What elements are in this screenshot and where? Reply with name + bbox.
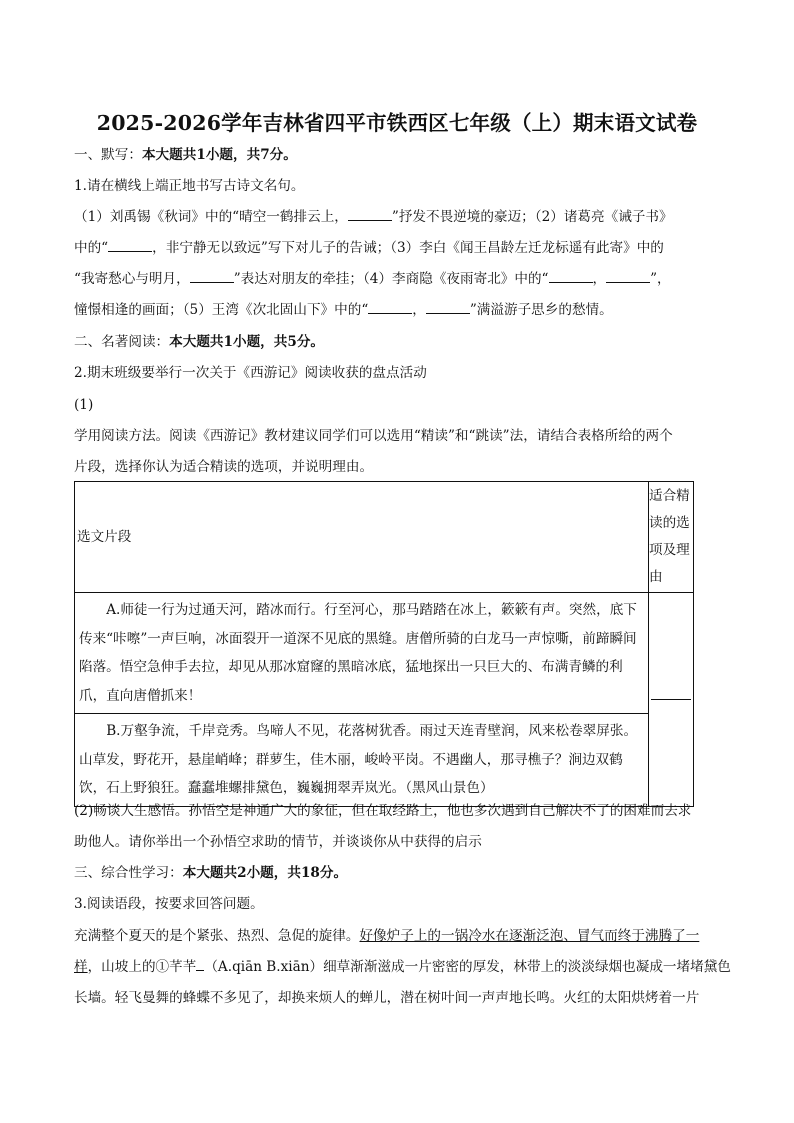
answer-blank[interactable] — [651, 699, 691, 700]
q1-line3: “我寄愁心与明月， ”表达对朋友的牵挂；（4）李商隐《夜雨寄北》中的“ ， ”， — [74, 271, 671, 287]
excerpt-b — [75, 714, 649, 807]
answer-blank[interactable] — [426, 301, 470, 314]
answer-blank[interactable] — [108, 239, 152, 252]
q1-line1: （1）刘禹锡《秋词》中的“晴空一鹤排云上， ”抒发不畏逆境的豪迈；（2）诸葛亮《诫子书》 — [74, 209, 673, 225]
section3-heading: 三、综合性学习：本大题共2小题，共18分。 — [74, 865, 348, 881]
section1-heading: 一、默写：本大题共1小题，共7分。 — [74, 147, 297, 163]
answer-cell[interactable] — [649, 593, 694, 807]
section2-heading: 二、名著阅读：本大题共1小题，共5分。 — [74, 334, 325, 350]
q3-para-line1: 充满整个夏天的是个紧张、热烈、急促的旋律。好像炉子上的一锅冷水在逐渐泛泡、冒气而终于沸腾了一 — [74, 928, 700, 944]
q3-para-line3: 长墙。轻飞曼舞的蜂蝶不多见了，却换来烦人的蝉儿，潜在树叶间一声声地长鸣。火红的太阳烘烤着一片 — [74, 990, 700, 1006]
excerpt-a — [75, 593, 649, 714]
q3-stem: 3.阅读语段，按要求回答问题。 — [74, 896, 264, 912]
answer-blank[interactable] — [348, 208, 392, 221]
underlined-sentence: 好像炉子上的一锅冷水在逐渐泛泡、冒气而终于沸腾了一 — [359, 928, 700, 944]
q2-sub1-label: (1) — [74, 397, 94, 413]
q1-stem: 1.请在横线上端正地书写古诗文名句。 — [74, 178, 305, 194]
table-header-choice: 适合精读的选项及理由 — [649, 482, 694, 593]
answer-blank[interactable] — [549, 270, 593, 283]
table-header-excerpt: 选文片段 — [75, 482, 649, 593]
answer-blank[interactable] — [368, 301, 412, 314]
q3-para-line2: 样，山坡上的①芊芊 （A.qiān B.xiān）细草渐渐滋成一片密密的厚发，林带上的淡淡绿烟也凝成一堵堵黛色 — [74, 959, 731, 975]
q2-sub2-line1: (2)畅谈人生感悟。孙悟空是神通广大的象征，但在取经路上，他也多次遇到自己解决不了的困难而去求 — [74, 803, 692, 819]
excerpt-a-text: A.师徒一行为过通天河，踏冰而行。行至河心，那马踏踏在冰上，簌簌有声。突然，底下传来“咔嚓”一声巨响，冰面裂开一道深不见底的黑缝。唐僧所骑的白龙马一声惊嘶，前蹄瞬间陷落。悟空急伸手去拉，却见从那冰窟窿的黑暗冰底，猛地探出一只巨大的、布满青鳞的利爪，直向唐僧抓来！ — [79, 602, 637, 704]
q2-stem: 2.期末班级要举行一次关于《西游记》阅读收获的盘点活动 — [74, 365, 427, 381]
q1-line4: 憧憬相逢的画面；（5）王湾《次北固山下》中的“ ， ”满溢游子思乡的愁情。 — [74, 302, 613, 318]
reading-table — [74, 481, 694, 807]
q2-sub2-line2: 助他人。请你举出一个孙悟空求助的情节，并谈谈你从中获得的启示 — [74, 834, 482, 850]
answer-blank[interactable] — [606, 270, 650, 283]
q1-line2: 中的“ ，非宁静无以致远”写下对儿子的告诫；（3）李白《闻王昌龄左迁龙标遥有此寄》中的 — [74, 240, 664, 256]
answer-blank[interactable] — [190, 270, 234, 283]
q2-sub1-line2: 片段，选择你认为适合精读的选项，并说明理由。 — [74, 459, 374, 475]
exam-title: 2025-2026学年吉林省四平市铁西区七年级（上）期末语文试卷 — [96, 111, 698, 135]
q2-sub1-line1: 学用阅读方法。阅读《西游记》教材建议同学们可以选用“精读”和“跳读”法，请结合表格所给的两个 — [74, 428, 673, 444]
excerpt-b-text: B.万壑争流，千岸竞秀。鸟啼人不见，花落树犹香。雨过天连青壁润，风来松卷翠屏张。山草发，野花开，悬崖峭峰；群萝生，佳木丽，峻岭平岗。不遇幽人，那寻樵子？涧边双鹤饮，石上野狼狂。蠢蠢堆螺排黛色，巍巍拥翠弄岚光。（黑风山景色） — [79, 723, 638, 796]
